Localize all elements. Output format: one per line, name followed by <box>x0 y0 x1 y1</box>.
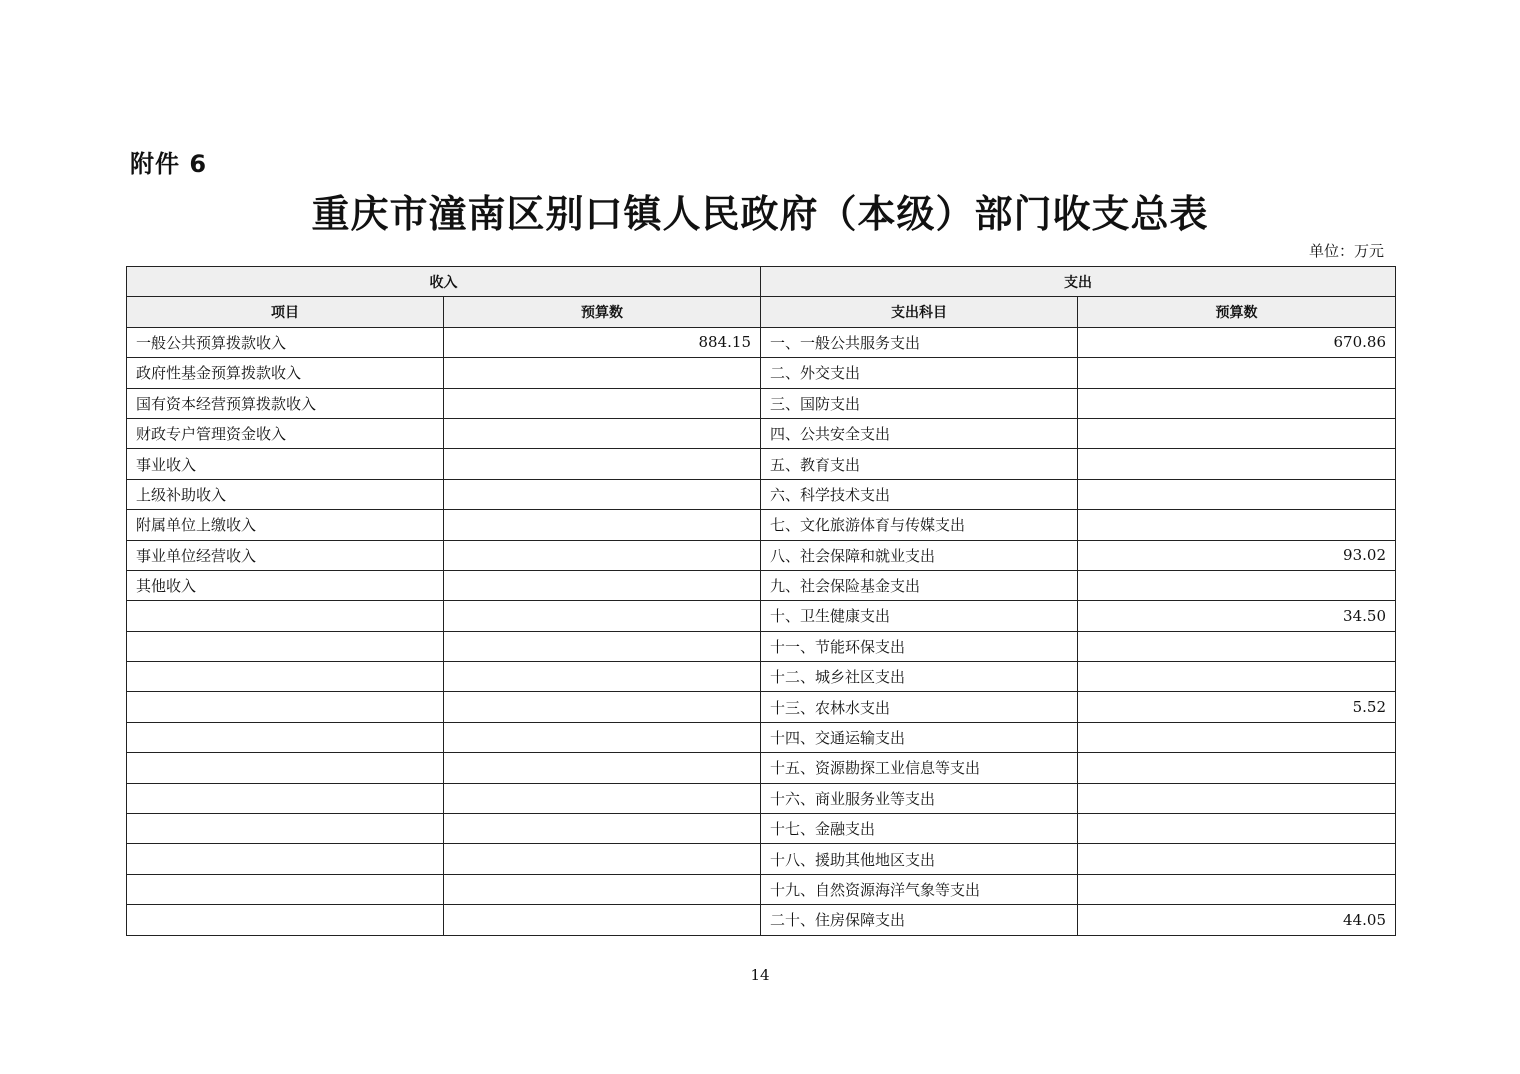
income-item-cell <box>127 814 444 844</box>
expenditure-item-cell: 十三、农林水支出 <box>761 692 1078 722</box>
expenditure-item-cell: 一、一般公共服务支出 <box>761 327 1078 357</box>
table-row <box>127 662 1396 692</box>
income-budget-cell <box>444 631 761 661</box>
expenditure-item-cell: 十四、交通运输支出 <box>761 722 1078 752</box>
income-item-cell <box>127 783 444 813</box>
expenditure-budget-header: 预算数 <box>1078 297 1396 327</box>
income-budget-cell <box>444 753 761 783</box>
expenditure-budget-cell <box>1078 814 1396 844</box>
expenditure-budget-cell <box>1078 449 1396 479</box>
expenditure-item-header: 支出科目 <box>761 297 1078 327</box>
table-row <box>127 601 1396 631</box>
table-row <box>127 388 1396 418</box>
column-header-row <box>127 297 1396 327</box>
income-budget-cell <box>444 479 761 509</box>
income-budget-cell <box>444 510 761 540</box>
unit-label: 单位：万元 <box>1308 242 1384 260</box>
income-item-cell: 一般公共预算拨款收入 <box>127 327 444 357</box>
page-number: 14 <box>750 966 770 984</box>
table-row <box>127 753 1396 783</box>
income-item-cell: 事业单位经营收入 <box>127 540 444 570</box>
income-budget-header: 预算数 <box>444 297 761 327</box>
table-row <box>127 692 1396 722</box>
attachment-label: 附件 6 <box>130 150 208 178</box>
table-row <box>127 844 1396 874</box>
income-item-cell <box>127 662 444 692</box>
expenditure-budget-cell <box>1078 418 1396 448</box>
table-row <box>127 874 1396 904</box>
income-budget-cell <box>444 418 761 448</box>
income-item-cell: 国有资本经营预算拨款收入 <box>127 388 444 418</box>
expenditure-item-cell: 十五、资源勘探工业信息等支出 <box>761 753 1078 783</box>
group-header-row <box>127 267 1396 297</box>
table-row <box>127 510 1396 540</box>
expenditure-budget-cell <box>1078 783 1396 813</box>
income-budget-cell <box>444 874 761 904</box>
income-budget-cell <box>444 388 761 418</box>
income-item-cell: 其他收入 <box>127 570 444 600</box>
expenditure-budget-cell <box>1078 631 1396 661</box>
table-row <box>127 631 1396 661</box>
income-item-cell <box>127 631 444 661</box>
expenditure-budget-cell <box>1078 479 1396 509</box>
table-row <box>127 327 1396 357</box>
table-row <box>127 783 1396 813</box>
income-budget-cell <box>444 692 761 722</box>
expenditure-item-cell: 十九、自然资源海洋气象等支出 <box>761 874 1078 904</box>
income-budget-cell <box>444 783 761 813</box>
income-item-cell <box>127 692 444 722</box>
income-item-cell: 事业收入 <box>127 449 444 479</box>
table-row <box>127 570 1396 600</box>
table-row <box>127 358 1396 388</box>
table-row <box>127 814 1396 844</box>
budget-summary-table <box>126 266 1396 936</box>
income-budget-cell <box>444 662 761 692</box>
income-item-cell <box>127 874 444 904</box>
expenditure-budget-cell <box>1078 844 1396 874</box>
income-item-cell: 政府性基金预算拨款收入 <box>127 358 444 388</box>
table-body <box>127 327 1396 935</box>
expenditure-item-cell: 十六、商业服务业等支出 <box>761 783 1078 813</box>
expenditure-item-cell: 四、公共安全支出 <box>761 418 1078 448</box>
expenditure-item-cell: 十七、金融支出 <box>761 814 1078 844</box>
expenditure-item-cell: 七、文化旅游体育与传媒支出 <box>761 510 1078 540</box>
expenditure-budget-cell: 5.52 <box>1078 692 1396 722</box>
expenditure-budget-cell <box>1078 510 1396 540</box>
income-budget-cell <box>444 358 761 388</box>
table-row <box>127 722 1396 752</box>
expenditure-item-cell: 二十、住房保障支出 <box>761 905 1078 935</box>
income-budget-cell <box>444 814 761 844</box>
expenditure-budget-cell <box>1078 358 1396 388</box>
income-budget-cell <box>444 449 761 479</box>
income-group-header: 收入 <box>127 267 761 297</box>
page-title: 重庆市潼南区别口镇人民政府（本级）部门收支总表 <box>311 191 1209 236</box>
income-budget-cell <box>444 905 761 935</box>
expenditure-budget-cell: 670.86 <box>1078 327 1396 357</box>
expenditure-item-cell: 五、教育支出 <box>761 449 1078 479</box>
expenditure-item-cell: 六、科学技术支出 <box>761 479 1078 509</box>
expenditure-item-cell: 八、社会保障和就业支出 <box>761 540 1078 570</box>
income-item-cell <box>127 722 444 752</box>
income-item-cell: 财政专户管理资金收入 <box>127 418 444 448</box>
expenditure-item-cell: 十八、援助其他地区支出 <box>761 844 1078 874</box>
income-item-cell <box>127 753 444 783</box>
expenditure-item-cell: 三、国防支出 <box>761 388 1078 418</box>
income-budget-cell <box>444 722 761 752</box>
income-item-cell: 附属单位上缴收入 <box>127 510 444 540</box>
table-row <box>127 418 1396 448</box>
income-budget-cell <box>444 570 761 600</box>
table-row <box>127 540 1396 570</box>
expenditure-item-cell: 十、卫生健康支出 <box>761 601 1078 631</box>
expenditure-budget-cell <box>1078 570 1396 600</box>
income-budget-cell: 884.15 <box>444 327 761 357</box>
expenditure-item-cell: 九、社会保险基金支出 <box>761 570 1078 600</box>
expenditure-item-cell: 二、外交支出 <box>761 358 1078 388</box>
expenditure-budget-cell <box>1078 722 1396 752</box>
income-item-cell <box>127 844 444 874</box>
expenditure-item-cell: 十一、节能环保支出 <box>761 631 1078 661</box>
expenditure-budget-cell: 93.02 <box>1078 540 1396 570</box>
expenditure-budget-cell: 44.05 <box>1078 905 1396 935</box>
income-item-header: 项目 <box>127 297 444 327</box>
expenditure-budget-cell <box>1078 662 1396 692</box>
table-row <box>127 479 1396 509</box>
expenditure-budget-cell <box>1078 753 1396 783</box>
expenditure-budget-cell: 34.50 <box>1078 601 1396 631</box>
table-row <box>127 905 1396 935</box>
income-budget-cell <box>444 601 761 631</box>
expenditure-group-header: 支出 <box>761 267 1396 297</box>
income-budget-cell <box>444 844 761 874</box>
expenditure-budget-cell <box>1078 388 1396 418</box>
income-item-cell: 上级补助收入 <box>127 479 444 509</box>
income-item-cell <box>127 601 444 631</box>
table-row <box>127 449 1396 479</box>
expenditure-budget-cell <box>1078 874 1396 904</box>
income-budget-cell <box>444 540 761 570</box>
income-item-cell <box>127 905 444 935</box>
expenditure-item-cell: 十二、城乡社区支出 <box>761 662 1078 692</box>
